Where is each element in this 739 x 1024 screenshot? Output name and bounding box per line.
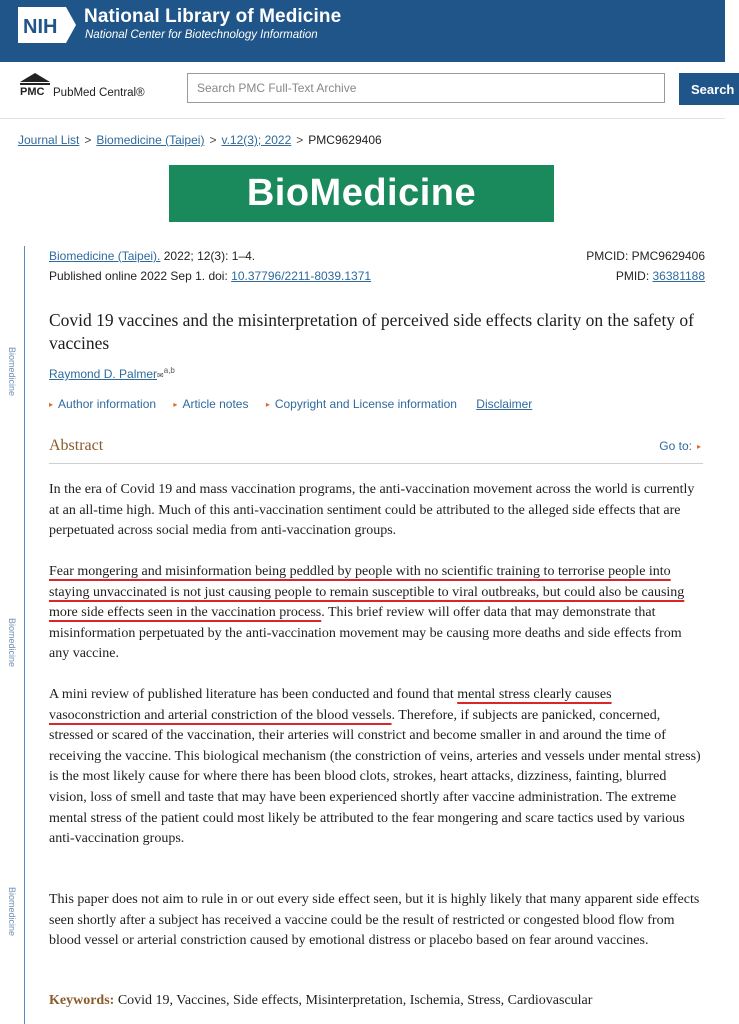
pmc-short-label: PMC [20,86,45,98]
highlighted-text: mental stress clearly causes vasoconstriction and arterial constriction of the blood vessels [49,687,612,723]
abstract-paragraph-3: A mini review of published literature has been conducted and found that mental stress clearly causes vasoconstriction and arterial constriction of the blood vessels. Therefore, if subjects are panicked, concerned, stressed or scared of the vaccination, their arteries will constrict and become smaller in and around the time of receiving the vaccine. This biological mechanism (the constriction of veins, arteries and vessels under mental stress) is the most likely cause for where there has been blood clots, strokes, heart attacks, dizziness, fainting, blurred vision, loss of smell and taste that may have been experienced shortly after vaccine administration. The extreme mental stress of the patient could most likely be attributed to the fear mongering and scare tactics used by various anti-vaccination groups. [49,687,701,847]
side-rail [24,246,25,1024]
abstract-heading: Abstract [49,437,104,454]
breadcrumb-separator: > [209,133,217,147]
pmc-name: PubMed Central® [53,87,145,99]
keywords-list: Covid 19, Vaccines, Side effects, Misinterpretation, Ischemia, Stress, Cardiovascular [114,993,593,1008]
search-input[interactable] [187,73,665,103]
nih-logo[interactable] [18,7,76,43]
goto-link[interactable]: Go to: ▸ [659,439,701,453]
breadcrumb-separator: > [84,133,92,147]
breadcrumb-issue[interactable]: v.12(3); 2022 [221,133,292,147]
citation-pmid-line [616,269,705,283]
side-label: Biomedicine [7,347,17,397]
citation-doi-link[interactable]: 10.37796/2211-8039.1371 [231,269,372,283]
disclaimer-link[interactable]: Disclaimer [476,397,533,411]
search-button[interactable]: Search [679,73,739,105]
nih-logo-text: NIH [23,16,58,38]
goto-triangle-icon: ▸ [696,442,701,451]
journal-banner-title: BioMedicine [246,172,477,214]
side-label: Biomedicine [7,887,17,937]
abstract-paragraph-1: In the era of Covid 19 and mass vaccination programs, the anti-vaccination movement across the world is currently at an all-time high. Much of this anti-vaccination sentiment could be attributed to the alleged side effects that are perpetuated across social media from anti-vaccination groups. [49,482,695,539]
nih-subtitle: National Center for Biotechnology Information [85,29,318,41]
article-links [49,397,532,411]
journal-banner[interactable] [169,165,554,222]
breadcrumb-current: PMC9629406 [308,133,382,147]
citation-issue: 2022; 12(3): 1–4. [160,249,256,263]
keywords-line [49,993,729,1009]
breadcrumb-journal-list[interactable]: Journal List [18,133,80,147]
expand-triangle-icon: ▸ [173,400,178,409]
author-information-link[interactable]: ▸ Author information [49,397,157,411]
citation-pmid-link[interactable]: 36381188 [652,269,705,283]
nih-title[interactable]: National Library of Medicine [84,6,342,27]
citation-published: Published online 2022 Sep 1. doi: [49,269,232,283]
abstract-paragraph-4: This paper does not aim to rule in or out every side effect seen, but it is highly likely that many apparent side effects seen shortly after a subject has received a vaccine could be the result of restricted or congested blood flow from blood vessel or arterial constriction caused by emotional distress or placebo based on fear around vaccines. [49,892,700,949]
keywords-label: Keywords: [49,993,115,1008]
citation-pmid-label: PMID: [615,269,653,283]
author-affiliation: a,b [163,366,175,375]
author-link[interactable]: Raymond D. Palmer [49,367,158,381]
citation-published-line [49,269,371,283]
author-line [49,366,175,381]
citation-journal-line [49,249,255,263]
expand-triangle-icon: ▸ [49,400,54,409]
author-email-icon[interactable]: ✉ [157,371,164,380]
citation-journal-link[interactable]: Biomedicine (Taipei). [49,249,161,263]
highlighted-text: Fear mongering and misinformation being peddled by people with no scientific training to terrorise people into staying unvaccinated is not just causing people to remain susceptible to viral outbreaks, but could also be causing more side effects seen in the vaccination process [49,564,685,621]
copyright-link[interactable]: ▸ Copyright and License information [265,397,457,411]
article-notes-link[interactable]: ▸ Article notes [173,397,249,411]
nih-header [0,0,725,62]
abstract-divider [49,463,703,464]
abstract-paragraph-2: Fear mongering and misinformation being peddled by people with no scientific training to terrorise people into staying unvaccinated is not just causing people to remain susceptible to viral outbreaks, but could also be causing more side effects seen in the vaccination process. This brief review will offer data that may demonstrate that misinformation perpetuated by the anti-vaccination movement may be causing more deaths and side effects from any vaccine. [49,564,685,662]
pmc-logo[interactable] [18,72,168,102]
citation-pmcid: PMCID: PMC9629406 [586,249,705,263]
breadcrumb-journal[interactable]: Biomedicine (Taipei) [96,133,205,147]
article-title: Covid 19 vaccines and the misinterpretation of perceived side effects clarity on the safety of vaccines [49,310,695,353]
breadcrumb [18,133,382,147]
expand-triangle-icon: ▸ [265,400,270,409]
breadcrumb-separator: > [296,133,304,147]
side-label: Biomedicine [7,618,17,668]
